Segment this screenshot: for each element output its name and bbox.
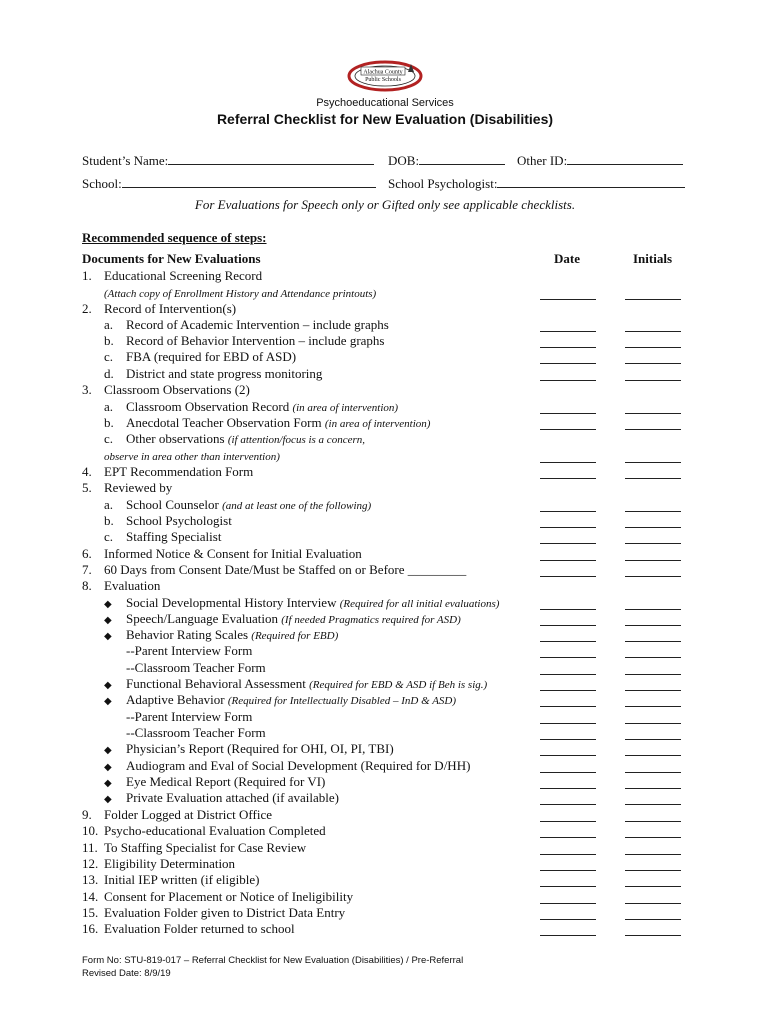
item-text: To Staffing Specialist for Case Review <box>104 840 307 855</box>
diamond-bullet-icon: ◆ <box>104 631 112 642</box>
initials-line[interactable] <box>625 657 681 658</box>
item-text: Eligibility Determination <box>104 856 236 871</box>
item-marker: 8. <box>82 578 92 593</box>
item-marker: 16. <box>82 921 99 936</box>
initials-line[interactable] <box>625 331 681 332</box>
checklist-row <box>104 431 365 447</box>
item-text: Educational Screening Record <box>104 268 263 283</box>
initials-line[interactable] <box>625 903 681 904</box>
checklist-row <box>126 643 252 659</box>
checklist-row <box>82 578 160 594</box>
item-marker: a. <box>104 317 114 332</box>
item-text: Consent for Placement or Notice of Ineligibility <box>104 889 354 904</box>
item-text: --Parent Interview Form <box>126 643 253 658</box>
item-text: Record of Intervention(s) <box>104 301 237 316</box>
item-text: Classroom Observations (2) <box>104 382 250 397</box>
checklist-row <box>104 595 499 611</box>
checklist-row <box>82 480 172 496</box>
item-marker: 10. <box>82 823 99 838</box>
item-marker: c. <box>104 529 114 544</box>
item-text: Speech/Language Evaluation <box>126 611 282 626</box>
item-text: Staffing Specialist <box>126 529 222 544</box>
item-text: Record of Behavior Intervention – include graphs <box>126 333 385 348</box>
initials-line[interactable] <box>625 804 681 805</box>
date-line[interactable] <box>540 560 596 561</box>
date-line[interactable] <box>540 478 596 479</box>
item-note: observe in area other than intervention) <box>104 451 280 463</box>
item-marker: a. <box>104 399 114 414</box>
revised-date: Revised Date: 8/9/19 <box>82 968 171 979</box>
item-marker: 4. <box>82 464 92 479</box>
date-line[interactable] <box>540 462 596 463</box>
checklist-row <box>104 399 398 415</box>
dob-field[interactable] <box>388 152 505 169</box>
student-name-line[interactable] <box>168 152 374 165</box>
item-marker: 5. <box>82 480 92 495</box>
item-text: Initial IEP written (if eligible) <box>104 872 260 887</box>
svg-text:Public Schools: Public Schools <box>365 77 401 83</box>
other-id-field[interactable] <box>517 152 683 169</box>
checklist-row <box>82 872 259 888</box>
initials-line[interactable] <box>625 706 681 707</box>
date-line[interactable] <box>540 641 596 642</box>
documents-column-header: Documents for New Evaluations <box>82 251 261 266</box>
checklist-row <box>104 317 389 333</box>
initials-line[interactable] <box>625 560 681 561</box>
item-marker: 14. <box>82 889 99 904</box>
initials-line[interactable] <box>625 723 681 724</box>
date-line[interactable] <box>540 788 596 789</box>
initials-line[interactable] <box>625 821 681 822</box>
initials-line[interactable] <box>625 788 681 789</box>
item-text: --Parent Interview Form <box>126 709 253 724</box>
date-line[interactable] <box>540 804 596 805</box>
initials-line[interactable] <box>625 641 681 642</box>
date-line[interactable] <box>540 625 596 626</box>
item-text: Record of Academic Intervention – include graphs <box>126 317 389 332</box>
item-text: School Psychologist <box>126 513 232 528</box>
initials-line[interactable] <box>625 380 681 381</box>
item-note: (and at least one of the following) <box>222 500 372 512</box>
item-note: (if attention/focus is a concern, <box>227 434 365 446</box>
initials-line[interactable] <box>625 347 681 348</box>
checklist-row <box>104 497 371 513</box>
date-line[interactable] <box>540 821 596 822</box>
diamond-bullet-icon: ◆ <box>104 680 112 691</box>
diamond-bullet-icon: ◆ <box>104 615 112 626</box>
item-marker: c. <box>104 349 114 364</box>
item-marker: d. <box>104 366 114 381</box>
item-note: (Required for EBD & ASD if Beh is sig.) <box>309 679 488 691</box>
diamond-bullet-icon: ◆ <box>104 745 112 756</box>
initials-line[interactable] <box>625 543 681 544</box>
date-line[interactable] <box>540 854 596 855</box>
item-note: (Required for Intellectually Disabled – InD & ASD) <box>227 695 457 707</box>
psychologist-line[interactable] <box>497 175 685 188</box>
initials-line[interactable] <box>625 690 681 691</box>
initials-line[interactable] <box>625 462 681 463</box>
initials-column-header: Initials <box>633 251 673 266</box>
checklist-row <box>104 415 430 431</box>
checklist-row <box>82 268 262 284</box>
checklist-row <box>104 627 338 643</box>
item-note: (Required for EBD) <box>251 630 339 642</box>
item-text: 60 Days from Consent Date/Must be Staffed on or Before _________ <box>104 562 467 577</box>
checklist-row <box>82 856 235 872</box>
item-text: Anecdotal Teacher Observation Form <box>126 415 325 430</box>
initials-line[interactable] <box>625 755 681 756</box>
checklist-row <box>104 741 394 757</box>
item-text: Audiogram and Eval of Social Development (Required for D/HH) <box>126 758 471 773</box>
item-note: (If needed Pragmatics required for ASD) <box>281 614 461 626</box>
date-line[interactable] <box>540 576 596 577</box>
date-line[interactable] <box>540 527 596 528</box>
checklist-row <box>104 692 456 708</box>
item-text: Functional Behavioral Assessment <box>126 676 310 691</box>
item-text: EPT Recommendation Form <box>104 464 254 479</box>
checklist-row <box>82 464 253 480</box>
initials-line[interactable] <box>625 363 681 364</box>
date-line[interactable] <box>540 919 596 920</box>
initials-line[interactable] <box>625 625 681 626</box>
item-marker: b. <box>104 513 114 528</box>
date-line[interactable] <box>540 723 596 724</box>
item-text: School Counselor <box>126 497 223 512</box>
date-line[interactable] <box>540 772 596 773</box>
dob-label: DOB: <box>388 153 420 168</box>
applicability-note: For Evaluations for Speech only or Gifted only see applicable checklists. <box>194 197 576 212</box>
initials-line[interactable] <box>625 935 681 936</box>
date-line[interactable] <box>540 903 596 904</box>
date-line[interactable] <box>540 935 596 936</box>
date-line[interactable] <box>540 299 596 300</box>
item-marker: b. <box>104 333 114 348</box>
item-text: Behavior Rating Scales <box>126 627 252 642</box>
checklist-row <box>82 840 306 856</box>
checklist-row <box>82 921 295 937</box>
item-marker: 7. <box>82 562 92 577</box>
item-note: (in area of intervention) <box>324 418 431 430</box>
item-note: (Attach copy of Enrollment History and Attendance printouts) <box>104 288 377 300</box>
item-text: Folder Logged at District Office <box>104 807 272 822</box>
checklist-row <box>104 790 339 806</box>
diamond-bullet-icon: ◆ <box>104 599 112 610</box>
item-text: Eye Medical Report (Required for VI) <box>126 774 326 789</box>
date-line[interactable] <box>540 870 596 871</box>
initials-line[interactable] <box>625 527 681 528</box>
diamond-bullet-icon: ◆ <box>104 794 112 805</box>
initials-line[interactable] <box>625 429 681 430</box>
diamond-bullet-icon: ◆ <box>104 778 112 789</box>
item-marker: 12. <box>82 856 99 871</box>
student-name-label: Student’s Name: <box>82 153 169 168</box>
date-line[interactable] <box>540 363 596 364</box>
item-marker: a. <box>104 497 114 512</box>
checklist-row <box>104 611 461 627</box>
date-column-header: Date <box>554 251 580 266</box>
item-marker: 2. <box>82 301 92 316</box>
school-line[interactable] <box>122 175 376 188</box>
item-text: District and state progress monitoring <box>126 366 323 381</box>
department-label: Psychoeducational Services <box>316 97 454 109</box>
page-title: Referral Checklist for New Evaluation (Disabilities) <box>216 111 554 127</box>
checklist-row <box>82 823 326 839</box>
checklist-row <box>82 905 345 921</box>
school-label: School: <box>82 176 122 191</box>
item-text: --Classroom Teacher Form <box>126 660 266 675</box>
initials-line[interactable] <box>625 576 681 577</box>
item-marker: 15. <box>82 905 99 920</box>
checklist-row <box>82 382 250 398</box>
item-text: Private Evaluation attached (if available) <box>126 790 339 805</box>
item-marker: b. <box>104 415 114 430</box>
item-text: Psycho-educational Evaluation Completed <box>104 823 326 838</box>
initials-line[interactable] <box>625 511 681 512</box>
item-note: (Required for all initial evaluations) <box>339 598 500 610</box>
diamond-bullet-icon: ◆ <box>104 762 112 773</box>
date-line[interactable] <box>540 706 596 707</box>
date-line[interactable] <box>540 657 596 658</box>
initials-line[interactable] <box>625 886 681 887</box>
checklist-row <box>104 529 221 545</box>
initials-line[interactable] <box>625 413 681 414</box>
checklist-row <box>104 349 296 365</box>
district-logo <box>345 58 425 94</box>
item-marker: 11. <box>82 840 98 855</box>
other-id-line[interactable] <box>567 152 683 165</box>
psychologist-field[interactable] <box>388 175 685 192</box>
date-line[interactable] <box>540 886 596 887</box>
item-marker: 9. <box>82 807 92 822</box>
item-text: Classroom Observation Record <box>126 399 293 414</box>
date-line[interactable] <box>540 755 596 756</box>
initials-line[interactable] <box>625 919 681 920</box>
form-number: Form No: STU-819-017 – Referral Checklist for New Evaluation (Disabilities) / Pre-Referral <box>82 955 464 966</box>
item-marker: 6. <box>82 546 92 561</box>
initials-line[interactable] <box>625 609 681 610</box>
item-text: Evaluation Folder given to District Data Entry <box>104 905 346 920</box>
item-text: Informed Notice & Consent for Initial Evaluation <box>104 546 362 561</box>
checklist-row <box>82 301 236 317</box>
checklist-row <box>104 758 470 774</box>
initials-line[interactable] <box>625 837 681 838</box>
date-line[interactable] <box>540 543 596 544</box>
initials-line[interactable] <box>625 674 681 675</box>
checklist-row <box>82 562 466 578</box>
item-text: --Classroom Teacher Form <box>126 725 266 740</box>
item-text: Social Developmental History Interview <box>126 595 340 610</box>
checklist-row <box>104 285 376 301</box>
diamond-bullet-icon: ◆ <box>104 696 112 707</box>
item-text: Evaluation Folder returned to school <box>104 921 295 936</box>
initials-line[interactable] <box>625 299 681 300</box>
item-marker: 1. <box>82 268 92 283</box>
date-line[interactable] <box>540 511 596 512</box>
student-name-field[interactable] <box>82 152 374 169</box>
item-text: FBA (required for EBD of ASD) <box>126 349 297 364</box>
date-line[interactable] <box>540 331 596 332</box>
date-line[interactable] <box>540 413 596 414</box>
dob-line[interactable] <box>419 152 505 165</box>
checklist-row <box>126 725 266 741</box>
checklist-row <box>126 709 252 725</box>
school-field[interactable] <box>82 175 376 192</box>
checklist-row <box>104 448 280 464</box>
item-text: Physician’s Report (Required for OHI, OI, PI, TBI) <box>126 741 394 756</box>
checklist-row <box>104 366 322 382</box>
initials-line[interactable] <box>625 854 681 855</box>
checklist-row <box>126 660 266 676</box>
date-line[interactable] <box>540 429 596 430</box>
date-line[interactable] <box>540 837 596 838</box>
item-note: (in area of intervention) <box>292 402 399 414</box>
item-marker: c. <box>104 431 114 446</box>
item-marker: 3. <box>82 382 92 397</box>
checklist-row <box>104 333 384 349</box>
checklist-row <box>104 774 325 790</box>
checklist-row <box>82 807 272 823</box>
initials-line[interactable] <box>625 772 681 773</box>
item-text: Evaluation <box>104 578 161 593</box>
checklist-row <box>82 889 353 905</box>
other-id-label: Other ID: <box>517 153 568 168</box>
item-text: Reviewed by <box>104 480 173 495</box>
initials-line[interactable] <box>625 739 681 740</box>
initials-line[interactable] <box>625 478 681 479</box>
checklist-row <box>82 546 362 562</box>
date-line[interactable] <box>540 609 596 610</box>
item-marker: 13. <box>82 872 99 887</box>
psychologist-label: School Psychologist: <box>388 176 498 191</box>
checklist-row <box>104 676 487 692</box>
date-line[interactable] <box>540 674 596 675</box>
item-text: Adaptive Behavior <box>126 692 228 707</box>
sequence-heading: Recommended sequence of steps: <box>82 230 267 245</box>
date-line[interactable] <box>540 347 596 348</box>
date-line[interactable] <box>540 739 596 740</box>
checklist-row <box>104 513 232 529</box>
date-line[interactable] <box>540 690 596 691</box>
item-text: Other observations <box>126 431 228 446</box>
svg-text:Alachua County: Alachua County <box>363 69 403 76</box>
initials-line[interactable] <box>625 870 681 871</box>
date-line[interactable] <box>540 380 596 381</box>
